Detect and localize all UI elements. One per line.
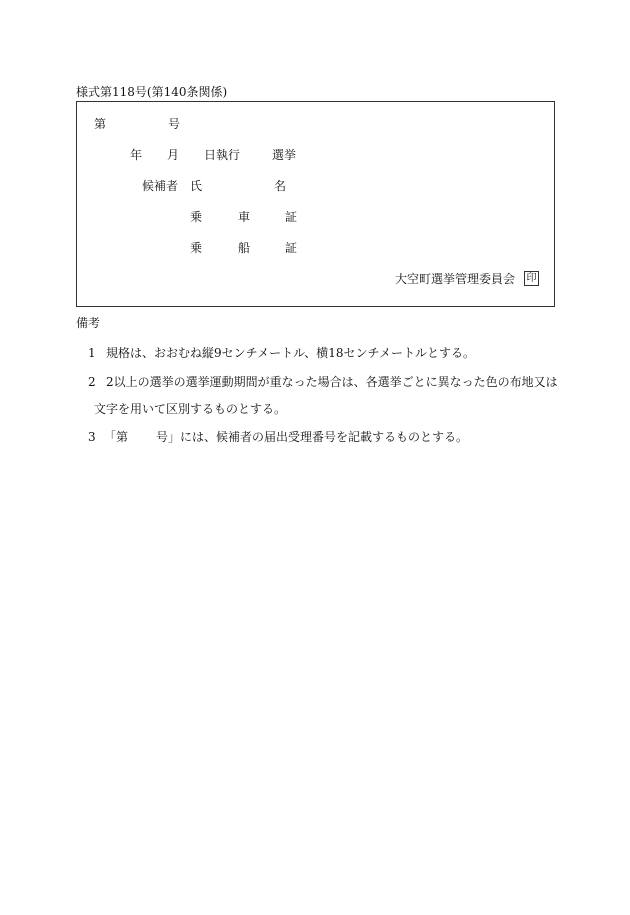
vehicle-pass-char-3: 証 xyxy=(285,210,298,224)
note-1-text: 規格は、おおむね縦9センチメートル、横18センチメートルとする。 xyxy=(106,346,475,360)
note-1-number: 1 xyxy=(88,346,96,360)
note-3-text-rest: 号」には、候補者の届出受理番号を記載するものとする。 xyxy=(156,430,469,444)
seal-stamp: 印 xyxy=(524,271,539,286)
ship-pass-char-1: 乗 xyxy=(190,241,203,255)
vehicle-pass-char-2: 車 xyxy=(238,210,251,224)
ship-pass-char-2: 船 xyxy=(238,241,251,255)
note-3-text-start: 「第 xyxy=(104,430,129,444)
number-label-first: 第 xyxy=(94,117,107,131)
note-2-number: 2 xyxy=(88,375,96,389)
month-label: 月 xyxy=(167,148,180,162)
vehicle-pass-char-1: 乗 xyxy=(190,210,203,224)
candidate-label: 候補者 xyxy=(142,179,179,193)
note-3-number: 3 xyxy=(88,430,96,444)
form-title: 様式第118号(第140条関係) xyxy=(76,85,228,99)
issuer-name: 大空町選挙管理委員会 xyxy=(395,272,516,286)
ship-pass-char-3: 証 xyxy=(285,241,298,255)
number-label-suffix: 号 xyxy=(168,117,181,131)
election-label: 選挙 xyxy=(272,148,297,162)
year-label: 年 xyxy=(130,148,143,162)
note-2-continuation: 文字を用いて区別するものとする。 xyxy=(94,402,287,416)
notes-heading: 備考 xyxy=(76,316,101,330)
surname-label: 氏 xyxy=(190,179,203,193)
election-date-label: 日執行 xyxy=(204,148,241,162)
note-2-text: 2以上の選挙の選挙運動期間が重なった場合は、各選挙ごとに異なった色の布地又は xyxy=(106,375,558,389)
name-label: 名 xyxy=(274,179,287,193)
